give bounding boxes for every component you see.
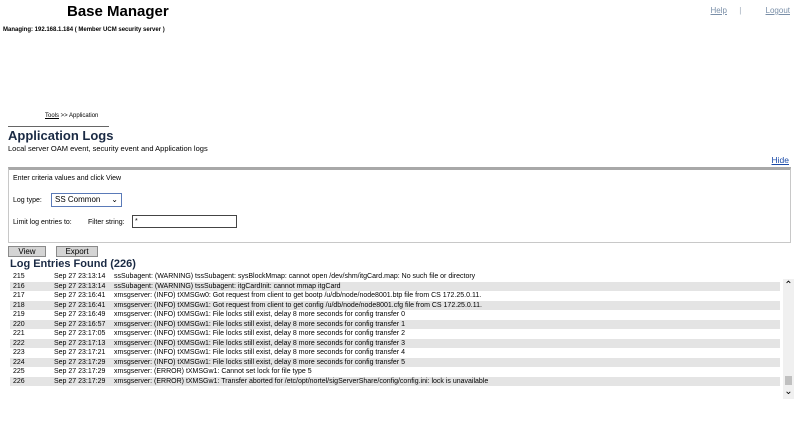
chevron-up-icon[interactable]: ⌃ [784,280,793,291]
chevron-down-icon[interactable]: ⌄ [784,386,793,397]
table-row [10,301,780,311]
log-entry-message: ssSubagent: (WARNING) tssSubagent: itgCardInit: cannot mmap itgCard [114,282,341,290]
log-entry-number: 216 [13,282,25,290]
breadcrumb [45,113,98,119]
table-row [10,339,780,349]
table-row [10,348,780,358]
scroll-thumb[interactable] [785,376,792,385]
breadcrumb-current: Application [69,113,99,119]
log-entry-number: 224 [13,358,25,366]
log-entries-title: Log Entries Found (226) [10,258,136,270]
log-entry-message: xmsgserver: (INFO) tXMSGw1: File locks still exist, delay 8 more seconds for config transfer 2 [114,330,405,337]
export-button[interactable]: Export [56,246,98,257]
help-link[interactable]: Help [710,6,727,15]
log-entry-number: 221 [13,330,25,337]
table-row [10,310,780,320]
log-entry-date: Sep 27 23:17:13 [54,339,106,347]
log-entry-date: Sep 27 23:17:29 [54,358,106,366]
log-entry-number: 219 [13,311,25,318]
log-entries-table [10,272,780,386]
log-entry-number: 218 [13,301,25,309]
log-entry-number: 226 [13,377,25,385]
log-entry-number: 217 [13,292,25,299]
criteria-panel [8,167,791,243]
app-title: Base Manager [67,3,169,20]
log-entry-message: xmsgserver: (INFO) tXMSGw1: File locks still exist, delay 8 more seconds for config transfer 3 [114,339,405,347]
filter-string-input[interactable] [132,215,237,228]
chevron-down-icon: ⌄ [111,195,118,204]
log-entry-message: xmsgserver: (INFO) tXMSGw1: File locks still exist, delay 8 more seconds for config transfer 0 [114,311,405,318]
log-scrollbar[interactable] [783,279,794,399]
log-entry-number: 225 [13,368,25,375]
log-entry-date: Sep 27 23:13:14 [54,273,106,280]
logout-link[interactable]: Logout [765,6,790,15]
table-row [10,272,780,282]
log-entry-date: Sep 27 23:17:21 [54,349,106,356]
page-subtitle: Local server OAM event, security event and Application logs [8,144,208,153]
log-entry-date: Sep 27 23:16:57 [54,320,106,328]
table-row [10,377,780,387]
hide-link[interactable]: Hide [771,155,789,165]
log-entry-message: xmsgserver: (ERROR) tXMSGw1: Cannot set lock for file type 5 [114,368,312,375]
table-row [10,367,780,377]
log-entry-number: 220 [13,320,25,328]
log-entry-number: 223 [13,349,25,356]
criteria-prompt: Enter criteria values and click View [13,175,122,182]
log-entry-message: ssSubagent: (WARNING) tssSubagent: sysBlockMmap: cannot open /dev/shm/itgCard.map: No such file or directory [114,273,476,280]
log-entry-message: xmsgserver: (ERROR) tXMSGw1: Transfer aborted for /etc/opt/nortel/sigServerShare/config/config.ini: lock is unavailable [114,377,489,385]
log-entry-message: xmsgserver: (INFO) tXMSGw1: File locks still exist, delay 8 more seconds for config transfer 1 [114,320,405,328]
log-entry-message: xmsgserver: (INFO) tXMSGw1: Got request from client to get config /u/db/node/node8001.cfg file from CS 172.25.0.11. [114,301,482,309]
log-entry-date: Sep 27 23:16:41 [54,292,106,299]
log-type-label: Log type: [13,197,42,204]
log-type-value: SS Common [55,195,101,204]
log-entry-number: 222 [13,339,25,347]
log-entry-message: xmsgserver: (INFO) tXMSGw0: Got request from client to get bootp /u/db/node/node8001.btp file from CS 172.25.0.11. [114,292,482,299]
table-row [10,282,780,292]
top-links [711,6,790,15]
breadcrumb-tools-link[interactable]: Tools [45,113,60,119]
log-entry-message: xmsgserver: (INFO) tXMSGw1: File locks still exist, delay 8 more seconds for config transfer 5 [114,358,405,366]
log-entry-message: xmsgserver: (INFO) tXMSGw1: File locks still exist, delay 8 more seconds for config transfer 4 [114,349,405,356]
log-entry-date: Sep 27 23:17:29 [54,368,106,375]
log-type-select[interactable] [51,193,122,207]
log-entry-date: Sep 27 23:13:14 [54,282,106,290]
filter-string-label: Filter string: [88,219,125,226]
table-row [10,358,780,368]
view-button[interactable]: View [8,246,46,257]
log-entry-date: Sep 27 23:16:49 [54,311,106,318]
breadcrumb-divider [8,126,109,127]
log-entry-date: Sep 27 23:16:41 [54,301,106,309]
table-row [10,320,780,330]
link-separator: | [739,6,742,15]
log-entry-date: Sep 27 23:17:05 [54,330,106,337]
limit-entries-label: Limit log entries to: [13,219,72,226]
log-entry-date: Sep 27 23:17:29 [54,377,106,385]
page-title: Application Logs [8,128,114,143]
managing-info: Managing: 192.168.1.184 ( Member UCM security server ) [3,27,165,33]
log-entry-number: 215 [13,273,25,280]
table-row [10,291,780,301]
breadcrumb-separator: >> [59,113,70,119]
table-row [10,329,780,339]
